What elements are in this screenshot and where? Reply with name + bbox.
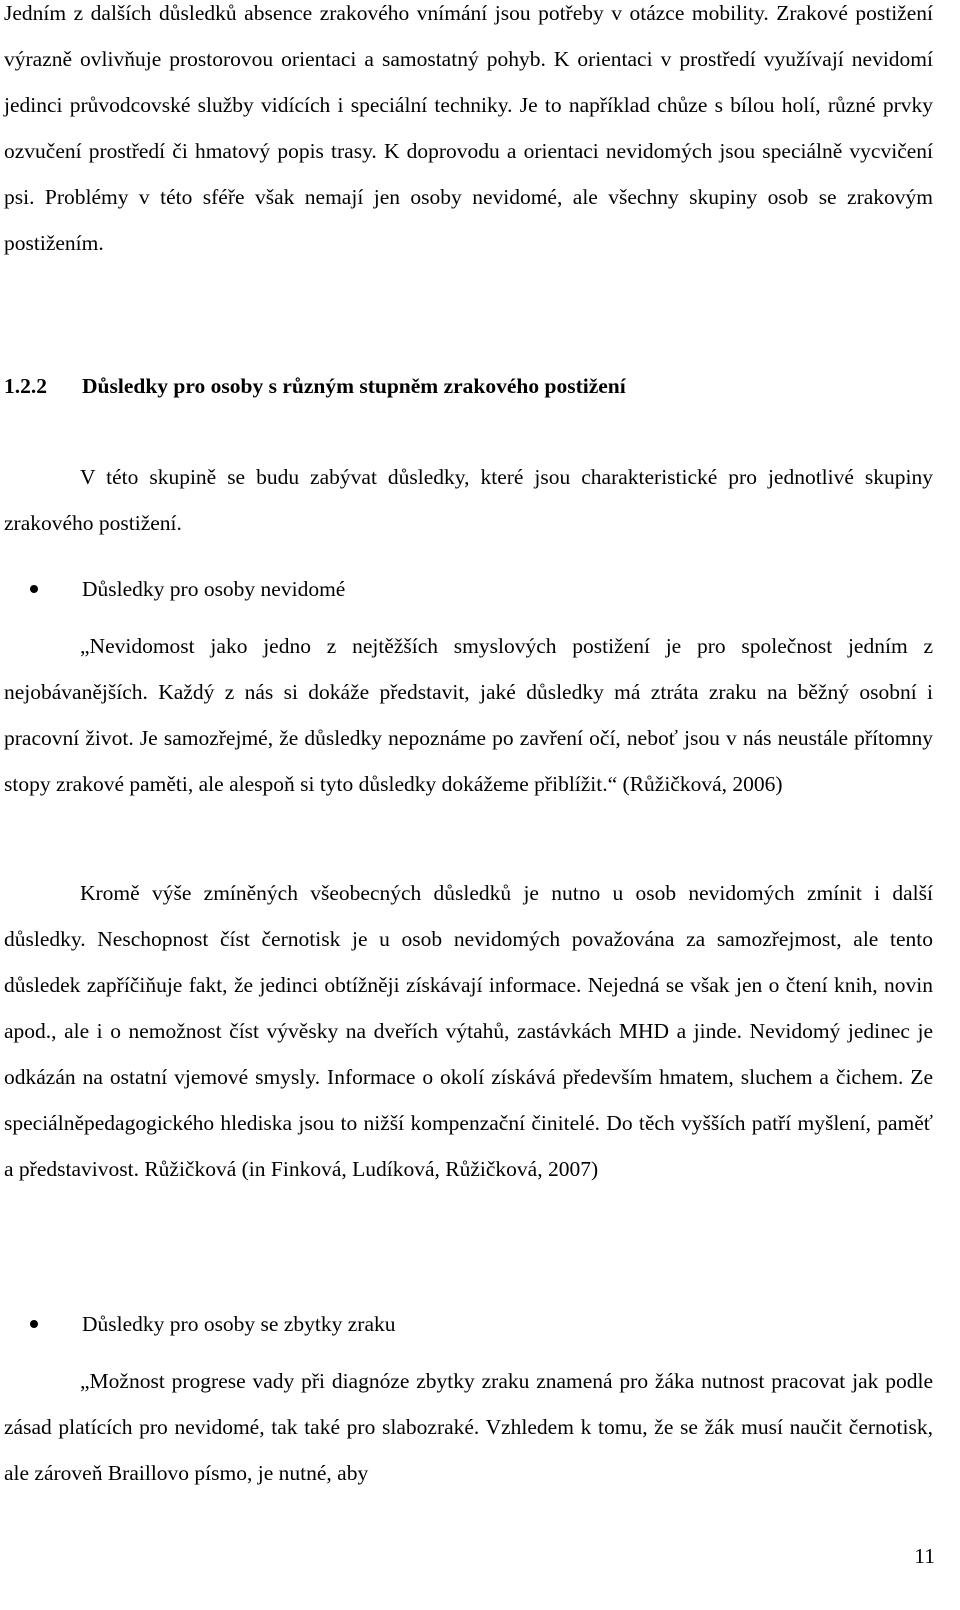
paragraph-section-intro: V této skupině se budu zabývat důsledky, které jsou charakteristické pro jednotlivé skupiny zrakového postižení. — [4, 465, 933, 535]
page-number: 11 — [914, 1544, 935, 1568]
paragraph-intro: Jedním z dalších důsledků absence zrakového vnímání jsou potřeby v otázce mobility. Zrakové postižení výrazně ovlivňuje prostorovou orientaci a samostatný pohyb. K orientaci v prostředí využívají nevidomí jedinci průvodcovské služby vidících i speciální techniky. Je to například chůze s bílou holí, různé prvky ozvučení prostředí či hmatový popis trasy. K doprovodu a orientaci nevidomých jsou speciálně vycvičení psi. Problémy v této sféře však nemají jen osoby nevidomé, ale všechny skupiny osob se zrakovým postižením. — [4, 1, 933, 255]
section-title: Důsledky pro osoby s různým stupněm zrakového postižení — [82, 374, 626, 398]
paragraph-quote-blind: „Nevidomost jako jedno z nejtěžších smyslových postižení je pro společnost jedním z nejobávanějších. Každý z nás si dokáže představit, jaké důsledky má ztráta zraku na běžný osobní i pracovní život. Je samozřejmé, že důsledky nepoznáme po zavření očí, neboť jsou v nás neustále přítomny stopy zrakové paměti, ale alespoň si tyto důsledky dokážeme přiblížit.“ (Růžičková, 2006) — [4, 634, 933, 796]
bullet-label: Důsledky pro osoby se zbytky zraku — [82, 1312, 396, 1336]
paragraph-blind-consequences: Kromě výše zmíněných všeobecných důsledků je nutno u osob nevidomých zmínit i další důsledky. Neschopnost číst černotisk je u osob nevidomých považována za samozřejmost, ale tento důsledek zapříčiňuje fakt, že jedinci obtížněji získávají informace. Nejedná se však jen o čtení knih, novin apod., ale i o nemožnost číst vývěsky na dveřích výtahů, zastávkách MHD a jinde. Nevidomý jedinec je odkázán na ostatní vjemové smysly. Informace o okolí získává především hmatem, sluchem a čichem. Ze speciálněpedagogického hlediska jsou to nižší kompenzační činitelé. Do těch vyšších patří myšlení, paměť a představivost. Růžičková (in Finková, Ludíková, Růžičková, 2007) — [4, 881, 933, 1181]
bullet-dot-icon — [30, 1320, 38, 1328]
bullet-label: Důsledky pro osoby nevidomé — [82, 577, 346, 601]
paragraph-quote-residual-sight: „Možnost progrese vady při diagnóze zbytky zraku znamená pro žáka nutnost pracovat jak podle zásad platících pro nevidomé, tak také pro slabozraké. Vzhledem k tomu, že se žák musí naučit černotisk, ale zároveň Braillovo písmo, je nutné, aby — [4, 1369, 933, 1485]
section-heading — [4, 371, 626, 401]
bullet-dot-icon — [30, 585, 38, 593]
section-number: 1.2.2 — [4, 374, 47, 398]
